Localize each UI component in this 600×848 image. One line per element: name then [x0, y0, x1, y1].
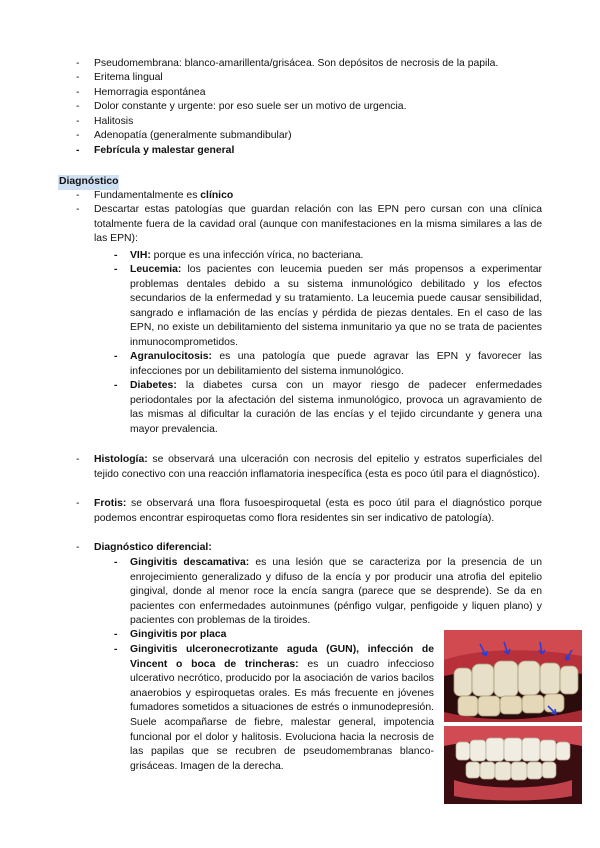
list-marker: -: [76, 190, 80, 201]
list-item-histologia: Histología: se observará una ulceración con necrosis del epitelio y estratos superficiales del tejido conectivo con una reacción inflamatoria inespecífica (esta es poco útil para el diagnóstico).: [94, 454, 542, 480]
list-marker: -: [76, 498, 80, 509]
list-marker: -: [114, 380, 118, 391]
list-marker: -: [114, 351, 118, 362]
teeth-illustration: [444, 630, 582, 804]
list-item: Halitosis: [94, 116, 134, 127]
list-marker: -: [114, 629, 118, 640]
list-marker: -: [76, 87, 80, 98]
list-marker: -: [76, 101, 80, 112]
list-item: Pseudomembrana: blanco-amarillenta/grisácea. Son depósitos de necrosis de la papila.: [94, 58, 499, 69]
list-marker: -: [114, 264, 118, 275]
sublist-item-gingivitis-descamativa: Gingivitis descamativa: es una lesión que se caracteriza por la presencia de un enrojecimiento generalizado y difuso de la encía y por producir una atrofia del epitelio gingival, donde al menor roce la encía sangra (parece que se desprende). Se da en pacientes con enfermedades autoinmunes (pénfigo vulgar, penfigoide y liquen plano) y pacientes con problemas de la tiroides.: [130, 557, 542, 627]
list-item: Eritema lingual: [94, 72, 163, 83]
list-item: Hemorragia espontánea: [94, 87, 206, 98]
list-item: Dolor constante y urgente: por eso suele ser un motivo de urgencia.: [94, 101, 407, 112]
list-marker: -: [76, 454, 80, 465]
sublist-item-gingivitis-placa: Gingivitis por placa: [130, 629, 227, 640]
subsection-heading: Diagnóstico diferencial:: [94, 542, 212, 553]
list-item-frotis: Frotis: se observará una flora fusoespiroquetal (esta es poco útil para el diagnóstico porque podemos encontrar espiroquetas como flora residentes sin ser indicativo de patología).: [94, 498, 542, 524]
list-marker: -: [114, 644, 118, 655]
section-heading-diagnostico: Diagnóstico: [58, 175, 119, 190]
list-item: Adenopatía (generalmente submandibular): [94, 130, 292, 141]
list-marker: -: [76, 204, 80, 215]
sublist-item-leucemia: Leucemia: los pacientes con leucemia pueden ser más propensos a experimentar problemas dentales debido a su sistema inmunológico debilitado y los efectos secundarios de la enfermedad y su tratamiento. La leucemia puede causar sensibilidad, sangrado e inflamación de las encías y pérdida de piezas dentales. En el caso de las EPN, no existe un debilitamiento del sistema inmunitario ya que no se trata de pacientes inmunocomprometidos.: [130, 264, 542, 348]
list-item: Descartar estas patologías que guardan relación con las EPN pero cursan con una clínica totalmente fuera de la cavidad oral (aunque con manifestaciones en la misma similares a las de las EPN):: [94, 204, 542, 245]
list-marker: -: [76, 116, 80, 127]
list-marker: -: [76, 542, 80, 553]
list-marker: -: [76, 145, 80, 156]
sublist-item-gun: Gingivitis ulceronecrotizante aguda (GUN), infección de Vincent o boca de trincheras: es un cuadro infeccioso ulcerativo necrótico, producido por la asociación de varios bacilos anaerobios y espiroquetas orales. Es más frecuente en jóvenes fumadores sometidos a situaciones de estrés o inmunodepresión. Suele acompañarse de fiebre, malestar general, impotencia funcional por el dolor y halitosis. Evoluciona hacia la necrosis de las papilas que se recubren de pseudomembranas blanco-grisáceas. Imagen de la derecha.: [130, 644, 434, 772]
sublist-item-vih: VIH: porque es una infección vírica, no bacteriana.: [130, 250, 364, 261]
list-item: Fundamentalmente es clínico: [94, 190, 234, 201]
list-item: Febrícula y malestar general: [94, 145, 235, 156]
sublist-item-diabetes: Diabetes: la diabetes cursa con un mayor riesgo de padecer enfermedades periodontales por la afectación del sistema inmunológico, provoca un agravamiento de las mismas al dificultar la curación de las encías y el tejido circundante y genera una mayor prevalencia.: [130, 380, 542, 435]
list-marker: -: [76, 72, 80, 83]
clinical-photo-gums: [444, 630, 582, 804]
list-marker: -: [114, 250, 118, 261]
sublist-item-agranulocitosis: Agranulocitosis: es una patología que puede agravar las EPN y favorecer las infecciones por un debilitamiento del sistema inmunológico.: [130, 351, 542, 377]
list-marker: -: [76, 58, 80, 69]
list-marker: -: [76, 130, 80, 141]
list-marker: -: [114, 557, 118, 568]
